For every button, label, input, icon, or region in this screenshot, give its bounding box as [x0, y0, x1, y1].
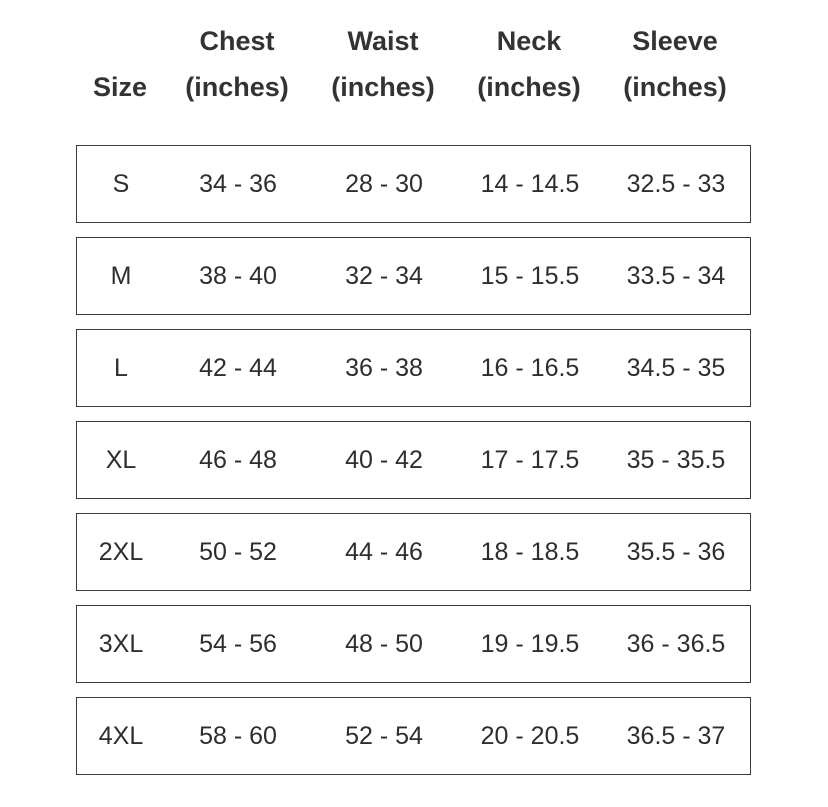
- table-row: [76, 329, 751, 407]
- header-waist-line2: (inches): [331, 72, 435, 102]
- header-sleeve: [602, 0, 748, 140]
- cell-sleeve: 33.5 - 34: [626, 261, 726, 290]
- cell-neck: 17 - 17.5: [480, 445, 580, 474]
- table-row: [76, 513, 751, 591]
- cell-waist: 40 - 42: [345, 445, 423, 474]
- cell-chest: 58 - 60: [199, 721, 277, 750]
- header-chest: [164, 0, 310, 140]
- header-neck-line2: (inches): [477, 72, 581, 102]
- cell-sleeve: 34.5 - 35: [626, 353, 726, 382]
- table-row: [76, 605, 751, 683]
- header-size-line2: Size: [92, 72, 148, 102]
- cell-neck: 14 - 14.5: [480, 169, 580, 198]
- header-neck: [456, 0, 602, 140]
- cell-chest: 54 - 56: [199, 629, 277, 658]
- cell-chest: 34 - 36: [199, 169, 277, 198]
- cell-size: 2XL: [98, 537, 144, 566]
- table-row: [76, 237, 751, 315]
- header-chest-line2: (inches): [185, 72, 289, 102]
- cell-sleeve: 36.5 - 37: [626, 721, 726, 750]
- cell-neck: 19 - 19.5: [480, 629, 580, 658]
- cell-chest: 46 - 48: [199, 445, 277, 474]
- cell-chest: 38 - 40: [199, 261, 277, 290]
- size-chart-rows: [76, 145, 751, 789]
- cell-waist: 44 - 46: [345, 537, 423, 566]
- cell-sleeve: 35 - 35.5: [626, 445, 726, 474]
- header-sleeve-line2: (inches): [623, 72, 727, 102]
- table-row: [76, 145, 751, 223]
- cell-chest: 50 - 52: [199, 537, 277, 566]
- cell-size: L: [114, 353, 128, 382]
- cell-size: 4XL: [98, 721, 144, 750]
- cell-size: M: [110, 261, 132, 290]
- cell-size: XL: [105, 445, 137, 474]
- cell-neck: 20 - 20.5: [480, 721, 580, 750]
- cell-neck: 15 - 15.5: [480, 261, 580, 290]
- header-size: [76, 0, 164, 140]
- cell-chest: 42 - 44: [199, 353, 277, 382]
- cell-waist: 48 - 50: [345, 629, 423, 658]
- cell-sleeve: 35.5 - 36: [626, 537, 726, 566]
- cell-neck: 16 - 16.5: [480, 353, 580, 382]
- size-chart-header: [76, 0, 751, 140]
- table-row: [76, 697, 751, 775]
- table-row: [76, 421, 751, 499]
- cell-size: 3XL: [98, 629, 144, 658]
- header-sleeve-line1: Sleeve: [632, 26, 718, 56]
- cell-sleeve: 36 - 36.5: [626, 629, 726, 658]
- cell-neck: 18 - 18.5: [480, 537, 580, 566]
- header-waist: [310, 0, 456, 140]
- header-neck-line1: Neck: [496, 26, 562, 56]
- cell-waist: 28 - 30: [345, 169, 423, 198]
- cell-size: S: [112, 169, 130, 198]
- cell-sleeve: 32.5 - 33: [626, 169, 726, 198]
- header-waist-line1: Waist: [347, 26, 419, 56]
- cell-waist: 52 - 54: [345, 721, 423, 750]
- cell-waist: 36 - 38: [345, 353, 423, 382]
- header-chest-line1: Chest: [199, 26, 275, 56]
- cell-waist: 32 - 34: [345, 261, 423, 290]
